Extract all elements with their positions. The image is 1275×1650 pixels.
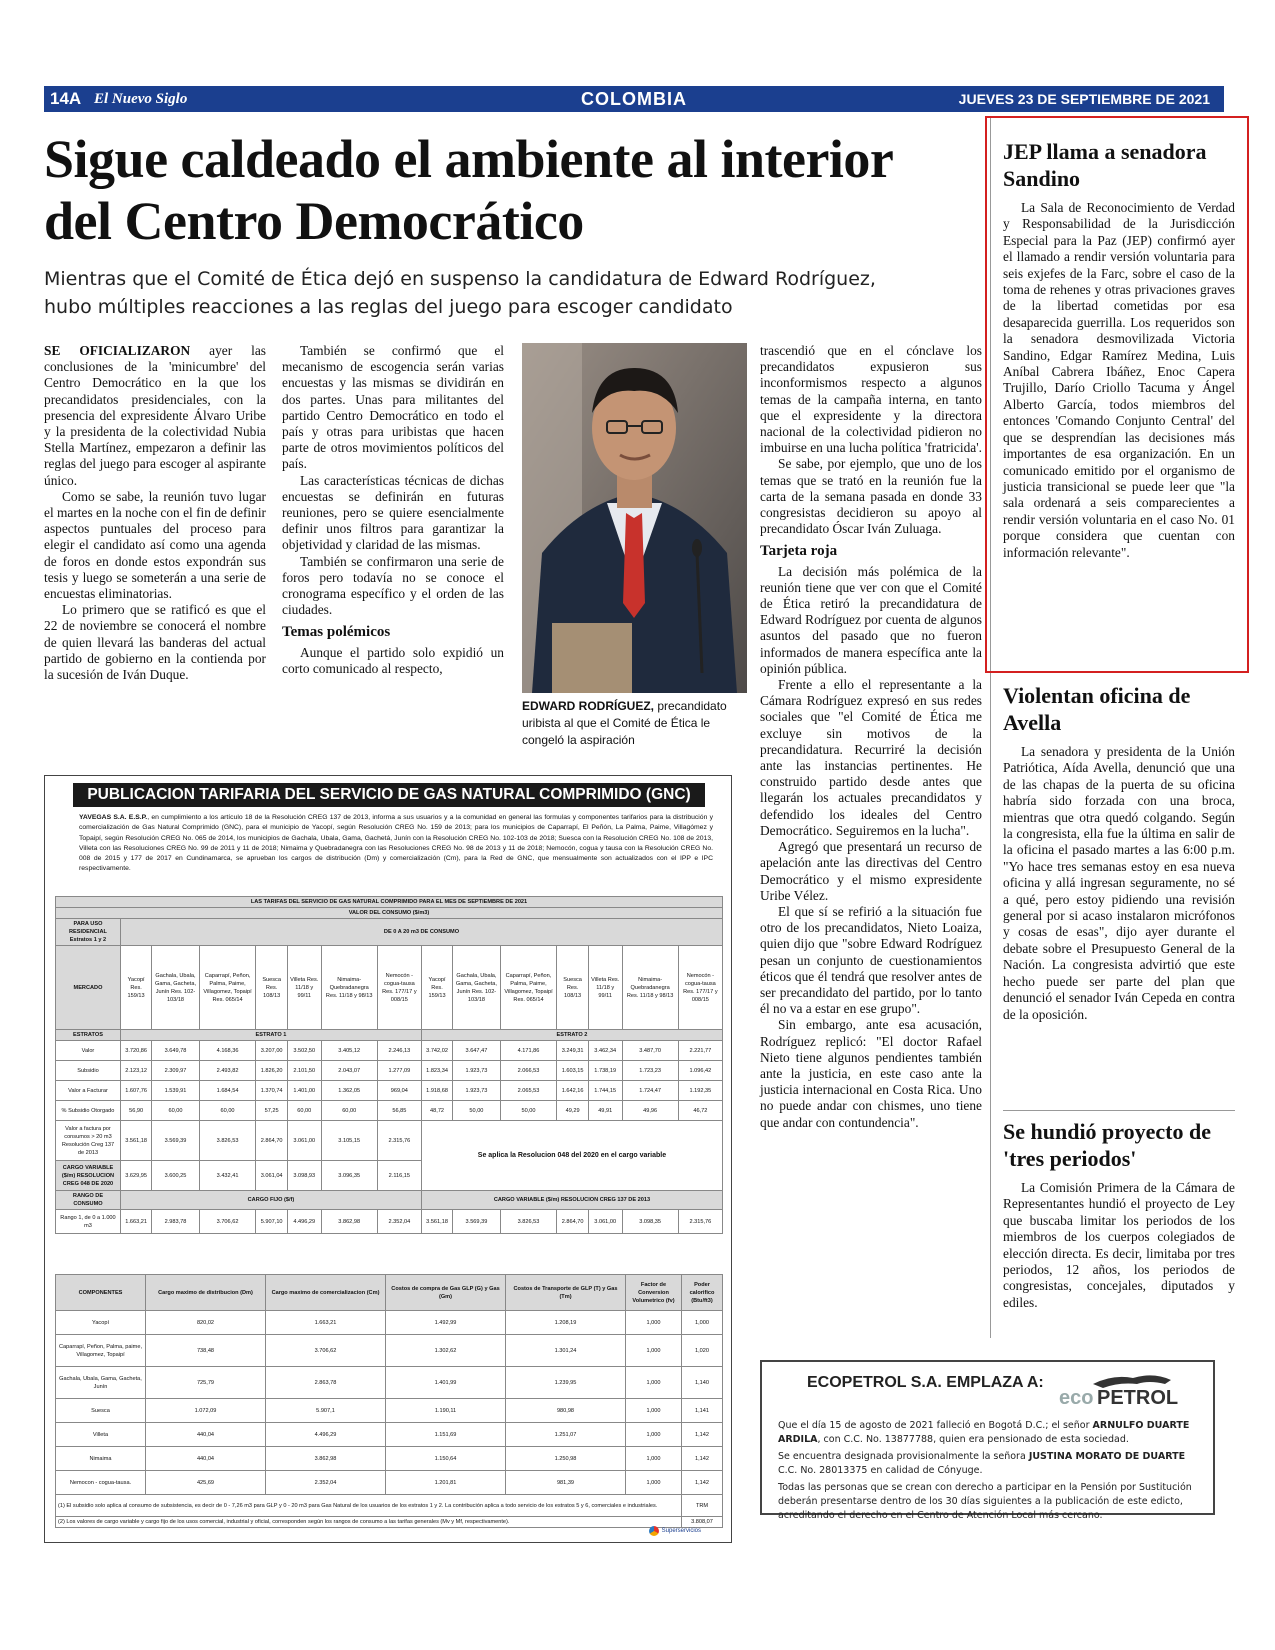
cargo-variable-header: CARGO VARIABLE ($/m) RESOLUCION CREG 137 DE 2013 <box>421 1191 722 1210</box>
value-cell: 1.251,07 <box>506 1423 626 1447</box>
value-cell: 50,00 <box>453 1101 500 1121</box>
value-cell: 738,48 <box>146 1335 266 1367</box>
value-cell: 3.487,70 <box>622 1041 678 1061</box>
newspaper-name: El Nuevo Siglo <box>94 91 188 107</box>
value-cell: 1.072,09 <box>146 1399 266 1423</box>
subhead: Temas polémicos <box>282 624 391 641</box>
brief-divider <box>1003 1110 1235 1111</box>
value-cell: 1.192,35 <box>678 1081 722 1101</box>
value-cell: 2.864,70 <box>557 1210 589 1234</box>
value-cell: 50,00 <box>500 1101 557 1121</box>
market-cell: Caparrapí, Peñon, Palma, Paime, Villagomez, Topaipí Res. 065/14 <box>199 946 256 1030</box>
paragraph: trascendió que en el cónclave los precandidatos expusieron sus inconformismos respecto a algunos temas de la campaña interna, en tanto que el expresidente y la directora nacional de la colectividad pidieron no imbuirse en una lucha política 'fratricida'. <box>760 343 982 456</box>
value-cell: 56,85 <box>377 1101 421 1121</box>
value-cell: 1.208,19 <box>506 1311 626 1335</box>
value-cell: 3.826,53 <box>199 1121 256 1161</box>
market-cell: Suesca Res. 108/13 <box>256 946 288 1030</box>
estrato-2-header: ESTRATO 2 <box>421 1030 722 1041</box>
brief-body: La Sala de Reconocimiento de Verdad y Responsabilidad de la Jurisdicción Especial para la Paz (JEP) confirmó ayer el llamado a rendir versión voluntaria para seis exjefes de la Farc, sobre el caso de la toma de rehenes y otras privaciones graves de la libertad cometidas por esa desaparecida guerrilla. Los requeridos son la senadora desmovilizada Victoria Sandino, Edgar Ramírez Medina, Luis Aníbal Cabrera Ibáñez, Enoc Capera Trujillo, Darío Criollo Tacuma y Ángel Alberto García, todos miembros del entonces 'Comando Conjunto Central' del que se desprendían las decisiones más importantes de esa organización. En un comunicado emitido por el organismo de justicia transicional se puede leer que "la sala ordenará a seis comparecientes a rendir versión voluntaria en el caso No. 01 porque considera que cuentan con información relevante". <box>1003 200 1235 560</box>
article-column-1 <box>44 343 266 683</box>
value-cell: 2.315,76 <box>377 1121 421 1161</box>
brief-body: La senadora y presidenta de la Unión Patriótica, Aída Avella, denunció que una de las chapas de la puerta de su oficina habría sido forzada con una broca, mientras que otra quedó colgando. Según la congresista, ella fue la última en salir de la oficina el pasado martes a las 6:00 p.m. "Yo hace tres semanas estoy en esa nueva oficina y allá ingresan seguramente, no sé a qué, pero estoy pidiendo una revisión general por si acaso instalaron micrófonos y cosas de esas", dijo ayer durante el debate sobre el Presupuesto General de la Nación. La congresista advirtió que este hecho puede ser parte del plan que denunció el senador Iván Cepeda en contra de la oposición. <box>1003 744 1235 1022</box>
lead-in: SE OFICIALIZARON <box>44 343 191 358</box>
value-cell: 2.983,78 <box>152 1210 199 1234</box>
paragraph: Lo primero que se ratificó es que el 22 de noviembre se conocerá el nombre de quien llevará las banderas del actual partido de gobierno en la contienda por la sucesión de Iván Duque. <box>44 602 266 683</box>
value-cell: 1,000 <box>626 1335 682 1367</box>
value-cell: 1,000 <box>626 1423 682 1447</box>
market-cell: Yacopí Res. 159/13 <box>421 946 452 1030</box>
value-cell: 1.151,69 <box>386 1423 506 1447</box>
table-row <box>56 1367 723 1399</box>
value-cell: 1.603,15 <box>557 1061 589 1081</box>
value-cell: 1.150,64 <box>386 1447 506 1471</box>
row-label: Valor a Facturar <box>56 1081 121 1101</box>
value-cell: 60,00 <box>321 1101 377 1121</box>
rango-consumo-label: RANGO DE CONSUMO <box>56 1191 121 1210</box>
article-column-3 <box>760 343 982 1131</box>
page-header <box>44 86 1224 112</box>
row-label: Rango 1, de 0 a 1.000 m3 <box>56 1210 121 1234</box>
value-cell: 60,00 <box>199 1101 256 1121</box>
paragraph: También se confirmaron una serie de foros pero todavía no se conoce el cronograma específico y el orden de las ciudades. <box>282 553 504 618</box>
market-label: Yacopí <box>56 1311 146 1335</box>
market-cell: Villeta Res. 11/18 y 99/11 <box>287 946 321 1030</box>
market-cell: Nemocón - cogua-tausa Res. 177/17 y 008/15 <box>678 946 722 1030</box>
company-name: YAVEGAS S.A. E.S.P. <box>79 814 148 821</box>
value-cell: 2.221,77 <box>678 1041 722 1061</box>
svg-text:eco: eco <box>1059 1387 1094 1408</box>
value-cell: 2.863,78 <box>266 1367 386 1399</box>
cargo-fijo-header: CARGO FIJO ($/f) <box>120 1191 421 1210</box>
paragraph: También se confirmó que el mecanismo de escogencia serán varias encuestas y las mismas se dividirán en dos partes. Unas para militantes del partido Centro Democrático en todo el país y otras para uribistas que hacen parte de otros movimientos políticos del país. <box>282 343 504 472</box>
value-cell: 3.096,35 <box>321 1161 377 1191</box>
tariff-notice <box>44 775 732 1543</box>
value-cell: 3.862,98 <box>266 1447 386 1471</box>
tariff-title: PUBLICACION TARIFARIA DEL SERVICIO DE GAS NATURAL COMPRIMIDO (GNC) <box>73 783 705 807</box>
value-cell: 2.066,53 <box>500 1061 557 1081</box>
value-cell: 2.315,76 <box>678 1210 722 1234</box>
value-cell: 2.101,50 <box>287 1061 321 1081</box>
paragraph: Frente a ello el representante a la Cámara Rodríguez expresó en sus redes sociales que "el Comité de Ética me excluye sin motivos de la precandidatura. Recurriré la decisión ante las instancias pertinentes. He construido partido desde antes que llegarán los actuales precandidatos y defendido los ideales del Centro Democrático. Seguiremos en la lucha". <box>760 677 982 838</box>
paragraph: Se sabe, por ejemplo, que uno de los temas que se trató en la reunión fue la carta de la semana pasada en donde 33 congresistas decidieron su apoyo al precandidato Óscar Iván Zuluaga. <box>760 456 982 537</box>
value-cell: 5.907,10 <box>256 1210 288 1234</box>
superservicios-icon <box>649 1526 659 1536</box>
value-cell: 2.352,04 <box>377 1210 421 1234</box>
paragraph: El que sí se refirió a la situación fue otro de los precandidatos, Nieto Loaiza, quien dijo que "sobre Edward Rodríguez pesan un conjunto de cuestionamientos éticos que él tendrá que resolver antes de ser precandidato del partido, por lo tanto él no va a estar en ese grupo". <box>760 903 982 1017</box>
brief-avella <box>1003 682 1235 1023</box>
value-cell: 3.647,47 <box>453 1041 500 1061</box>
headline: Sigue caldeado el ambiente al interior del Centro Democrático <box>44 129 893 251</box>
value-cell: 3.098,35 <box>622 1210 678 1234</box>
row-label: CARGO VARIABLE ($/m) RESOLUCION CREG 048 DE 2020 <box>56 1161 121 1191</box>
value-cell: 1.923,73 <box>453 1061 500 1081</box>
market-cell: Gachala, Ubala, Gama, Gacheta, Junín Res. 102-103/18 <box>152 946 199 1030</box>
value-cell: 3.432,41 <box>199 1161 256 1191</box>
uso-header: PARA USO RESIDENCIAL Estratos 1 y 2 <box>56 919 121 946</box>
value-cell: 1.724,47 <box>622 1081 678 1101</box>
page-number: 14A <box>50 89 82 108</box>
intro-text: , en cumplimiento a los artículo 18 de la Resolución CREG 137 de 2013, informa a sus usuarios y a la comunidad en general las formulas y componentes tarifarios para la distribución y comercialización de Gas Natural Comprimido (GNC), para el municipio de Yacopí, según Resolución CREG No. 159 de 2013; para los municipios de Caparrapí, El Peñón, La Palma, Paime, Villagómez y Topaipí, según Resolución CREG No. 065 de 2014, los municipios de Gachala, Ubala, Gama, Gachetá, Junín con la Resolución CREG No. 102-103 de 2018; Suesca con la Resolución CREG No. 108 de 2013, Villeta con las Resoluciones CREG No. 99 de 2011 y 11 de 2018; Nimaima y Quebradanegra con las Resoluciones CREG No. 98 de 2013 y 11 de 2018; Nemocón, cogua y tausa con la Resolución CREG No. 008 de 2015 y 177 de 2017 en Cundinamarca, se aprueban los cargos de distribución (Dm) y comercialización (Cm), para la Red de GNC, que mensualmente son actualizados con el IPP e IPC respectivamente. <box>79 814 713 873</box>
brief-title: Se hundió proyecto de 'tres periodos' <box>1003 1119 1212 1171</box>
market-cell: Suesca Res. 108/13 <box>557 946 589 1030</box>
value-cell: 2.246,13 <box>377 1041 421 1061</box>
brief-jep <box>1003 138 1235 561</box>
value-cell: 46,72 <box>678 1101 722 1121</box>
notice-title: ECOPETROL S.A. EMPLAZA A: <box>807 1374 1044 1391</box>
mercado-header: MERCADO <box>56 946 121 1030</box>
value-cell: 3.862,98 <box>321 1210 377 1234</box>
value-cell: 3.561,18 <box>120 1121 151 1161</box>
estratos-label: ESTRATOS <box>56 1030 121 1041</box>
value-cell: 3.720,86 <box>120 1041 151 1061</box>
value-cell: 1.823,34 <box>421 1061 452 1081</box>
value-cell: 56,90 <box>120 1101 151 1121</box>
value-cell: 3.600,25 <box>152 1161 199 1191</box>
value-cell: 3.826,53 <box>500 1210 557 1234</box>
paragraph: Como se sabe, la reunión tuvo lugar el martes en la noche con el fin de definir aspectos puntuales del proceso para elegir el candidato así como una agenda de foros en donde estos expondrán sus tesis y luego se someterán a una serie de encuestas eliminatorias. <box>44 488 266 602</box>
market-label: Nimaima <box>56 1447 146 1471</box>
value-cell: 4.496,29 <box>266 1423 386 1447</box>
value-cell: 1.277,09 <box>377 1061 421 1081</box>
table-row <box>56 1399 723 1423</box>
ecopetrol-notice <box>760 1360 1215 1521</box>
value-cell: 2.309,97 <box>152 1061 199 1081</box>
market-label: Gachala, Ubala, Gama, Gacheta, Junín <box>56 1367 146 1399</box>
market-cell: Nimaima-Quebradanegra Res. 11/18 y 98/13 <box>321 946 377 1030</box>
value-cell: 440,04 <box>146 1447 266 1471</box>
value-cell: 981,39 <box>506 1471 626 1495</box>
notice-body: Que el día 15 de agosto de 2021 falleció en Bogotá D.C.; el señor ARNULFO DUARTE ARDILA, con C.C. No. 13877788, quien era pensionado de esta sociedad. Se encuentra designada provisionalmente la señora JUSTINA MORATO DE DUARTE C.C. No. 28013375 en calidad de Cónyuge. Todas las personas que se crean con derecho a participar en la Pensión por Sustitución deberán presentarse dentro de los 30 días siguientes a la publicación de este edicto, acreditando el derecho en el Centro de Atención Local más cercano. <box>778 1419 1200 1526</box>
value-cell: 1.923,73 <box>453 1081 500 1101</box>
value-cell: 48,72 <box>421 1101 452 1121</box>
brief-title: Violentan oficina de Avella <box>1003 683 1191 735</box>
market-label: Suesca <box>56 1399 146 1423</box>
value-cell: 1.663,21 <box>120 1210 151 1234</box>
table-row <box>56 1447 723 1471</box>
comp-header: Cargo maximo de comercializacion (Cm) <box>266 1275 386 1311</box>
footnote-2: (2) Los valores de cargo variable y cargo fijo de los usos comercial, industrial y oficial, corresponden según los rangos de consumo a las tarifas generales (Mv y Mf, respectivamente). <box>56 1517 682 1528</box>
market-cell: Nemocón - cogua-tausa Res. 177/17 y 008/15 <box>377 946 421 1030</box>
iguana-icon <box>1053 1372 1193 1408</box>
value-cell: 440,04 <box>146 1423 266 1447</box>
value-cell: 3.207,00 <box>256 1041 288 1061</box>
value-cell: 1.684,54 <box>199 1081 256 1101</box>
value-cell: 2.065,53 <box>500 1081 557 1101</box>
value-cell: 60,00 <box>287 1101 321 1121</box>
row-label: % Subsidio Otorgado <box>56 1101 121 1121</box>
value-cell: 425,69 <box>146 1471 266 1495</box>
value-cell: 2.116,15 <box>377 1161 421 1191</box>
value-cell: 1.401,99 <box>386 1367 506 1399</box>
value-cell: 1,000 <box>626 1399 682 1423</box>
paragraph: Agregó que presentará un recurso de apelación ante las directivas del Centro Democrático y el mismo expresidente Uribe Vélez. <box>760 839 982 903</box>
table-row <box>56 1311 723 1335</box>
value-cell: 969,04 <box>377 1081 421 1101</box>
value-cell: 3.569,39 <box>152 1121 199 1161</box>
value-cell: 3.061,00 <box>588 1210 622 1234</box>
value-cell: 4.168,36 <box>199 1041 256 1061</box>
value-cell: 3.249,31 <box>557 1041 589 1061</box>
superservicios-logo: Superservicios <box>649 1526 701 1536</box>
value-cell: 2.043,07 <box>321 1061 377 1081</box>
tariff-table <box>55 896 723 1234</box>
value-cell: 1,000 <box>626 1367 682 1399</box>
value-cell: 1.744,15 <box>588 1081 622 1101</box>
market-cell: Caparrapí, Peñon, Palma, Paime, Villagomez, Topaipí Res. 065/14 <box>500 946 557 1030</box>
value-cell: 2.864,70 <box>256 1121 288 1161</box>
value-cell: 3.569,39 <box>453 1210 500 1234</box>
tariff-intro <box>79 813 713 875</box>
paragraph: Aunque el partido solo expidió un corto comunicado al respecto, <box>282 644 504 676</box>
comp-header: Costos de Transporte de GLP (T) y Gas (Tm) <box>506 1275 626 1311</box>
value-cell: 1.539,91 <box>152 1081 199 1101</box>
value-cell: 2.123,12 <box>120 1061 151 1081</box>
table-row <box>56 1335 723 1367</box>
value-cell: 2.493,82 <box>199 1061 256 1081</box>
value-cell: 1.918,68 <box>421 1081 452 1101</box>
value-cell: 1.492,99 <box>386 1311 506 1335</box>
value-cell: 3.405,12 <box>321 1041 377 1061</box>
paragraph: La decisión más polémica de la reunión tiene que ver con que el Comité de Ética retiró la precandidatura de Edward Rodríguez por cuenta de algunos asuntos del pasado que no fueron informados de manera específica ante la opinión pública. <box>760 563 982 676</box>
brief-body: La Comisión Primera de la Cámara de Representantes hundió el proyecto de Ley que buscaba limitar los periodos de los miembros de los cuerpos colegiados de elección directa. Es decir, limitaba por tres periodos, 12 años, los periodos de congresistas, concejales, diputados y ediles. <box>1003 1180 1235 1310</box>
value-cell: 49,29 <box>557 1101 589 1121</box>
value-cell: 3.061,00 <box>287 1121 321 1161</box>
brief-title: JEP llama a senadora Sandino <box>1003 139 1207 191</box>
article-column-2 <box>282 343 504 677</box>
value-cell: 1.663,21 <box>266 1311 386 1335</box>
value-cell: 2.352,04 <box>266 1471 386 1495</box>
trm-label: TRM <box>682 1495 723 1517</box>
value-cell: 1.826,20 <box>256 1061 288 1081</box>
value-cell: 3.629,95 <box>120 1161 151 1191</box>
table-subtitle: VALOR DEL CONSUMO ($/m3) <box>56 908 723 919</box>
comp-header: Poder calorifico (Btu/ft3) <box>682 1275 723 1311</box>
value-cell: 57,25 <box>256 1101 288 1121</box>
value-cell: 820,02 <box>146 1311 266 1335</box>
value-cell: 1.607,76 <box>120 1081 151 1101</box>
photo-illustration <box>522 343 747 693</box>
caption-text: precandidato uribista al que el Comité de Ética le congeló la aspiración <box>522 699 727 747</box>
beneficiary-name: JUSTINA MORATO DE DUARTE <box>1028 1451 1186 1462</box>
deceased-name: ARNULFO DUARTE ARDILA <box>778 1420 1190 1445</box>
value-cell: 1,142 <box>682 1471 723 1495</box>
comp-header: Factor de Conversion Volumetrico (fv) <box>626 1275 682 1311</box>
market-label: Nemocon - cogua-tausa. <box>56 1471 146 1495</box>
components-table <box>55 1274 723 1528</box>
value-cell: 1,000 <box>682 1311 723 1335</box>
value-cell: 1.201,81 <box>386 1471 506 1495</box>
value-cell: 49,91 <box>588 1101 622 1121</box>
value-cell: 1.190,11 <box>386 1399 506 1423</box>
value-cell: 1.370,74 <box>256 1081 288 1101</box>
value-cell: 3.706,62 <box>266 1335 386 1367</box>
value-cell: 3.061,04 <box>256 1161 288 1191</box>
issue-date: JUEVES 23 DE SEPTIEMBRE DE 2021 <box>958 91 1210 107</box>
comp-header: Costos de compra de Gas GLP (G) y Gas (Gm) <box>386 1275 506 1311</box>
value-cell: 4.496,29 <box>287 1210 321 1234</box>
dek: Mientras que el Comité de Ética dejó en suspenso la candidatura de Edward Rodríguez, hubo múltiples reacciones a las reglas del juego para escoger candidato <box>44 268 876 318</box>
value-cell: 49,96 <box>622 1101 678 1121</box>
comp-header: Cargo maximo de distribucion (Dm) <box>146 1275 266 1311</box>
value-cell: 5.907,1 <box>266 1399 386 1423</box>
footnote-1: (1) El subsidio solo aplica al consumo de subsistencia, es decir de 0 - 7,26 m3 para GLP y 0 - 20 m3 para Gas Natural de los usuarios de los estratos 1 y 2. La contribución aplica a todo servicio de los estratos 5 y 6, comerciales e industriales. <box>56 1495 682 1517</box>
value-cell: 1,140 <box>682 1367 723 1399</box>
value-cell: 3.561,18 <box>421 1210 452 1234</box>
ecopetrol-logo <box>1053 1372 1193 1408</box>
estrato-1-header: ESTRATO 1 <box>120 1030 421 1041</box>
section-title: COLOMBIA <box>581 89 687 109</box>
value-cell: 725,79 <box>146 1367 266 1399</box>
value-cell: 980,98 <box>506 1399 626 1423</box>
value-cell: 1.401,00 <box>287 1081 321 1101</box>
value-cell: 1.738,19 <box>588 1061 622 1081</box>
value-cell: 1,000 <box>626 1471 682 1495</box>
table-row <box>56 1041 723 1061</box>
svg-text:PETROL: PETROL <box>1097 1387 1179 1408</box>
edward-rodriguez-photo <box>522 343 747 693</box>
table-row <box>56 1081 723 1101</box>
subhead: Tarjeta roja <box>760 543 838 560</box>
market-cell: Nimaima-Quebradanegra Res. 11/18 y 98/13 <box>622 946 678 1030</box>
notice-instructions: Todas las personas que se crean con derecho a participar en la Pensión por Sustitución deberán presentarse dentro de los 30 días siguientes a la publicación de este edicto, acreditando el derecho en el Centro de Atención Local más cercano. <box>778 1482 1192 1521</box>
value-cell: 1.239,95 <box>506 1367 626 1399</box>
value-cell: 1,000 <box>626 1311 682 1335</box>
rango-header: DE 0 A 20 m3 DE CONSUMO <box>120 919 722 946</box>
table-title: LAS TARIFAS DEL SERVICIO DE GAS NATURAL COMPRIMIDO PARA EL MES DE SEPTIEMBRE DE 2021 <box>56 897 723 908</box>
value-cell: 3.706,62 <box>199 1210 256 1234</box>
value-cell: 4.171,86 <box>500 1041 557 1061</box>
value-cell: 3.649,78 <box>152 1041 199 1061</box>
value-cell: 1.723,23 <box>622 1061 678 1081</box>
value-cell: 1.362,05 <box>321 1081 377 1101</box>
market-cell: Gachala, Ubala, Gama, Gacheta, Junín Res. 102-103/18 <box>453 946 500 1030</box>
market-cell: Villeta Res. 11/18 y 99/11 <box>588 946 622 1030</box>
paragraph: Las características técnicas de dichas encuestas se definirán en futuras reuniones, pero se quiere esencialmente definir unos filtros para garantizar la objetividad y claridad de las mismas. <box>282 472 504 553</box>
value-cell: 1,141 <box>682 1399 723 1423</box>
value-cell: 1.301,24 <box>506 1335 626 1367</box>
paragraph: Sin embargo, ante esa acusación, Rodríguez replicó: "El doctor Rafael Nieto tiene algunos pendientes también ante la justicia, en este caso ante la justicia internacional en Costa Rica. Uno no puede andar con chismes, uno tiene que andar con contundencia". <box>760 1017 982 1130</box>
value-cell: 1,142 <box>682 1423 723 1447</box>
value-cell: 1.250,98 <box>506 1447 626 1471</box>
market-cell: Yacopí Res. 159/13 <box>120 946 151 1030</box>
photo-caption <box>522 698 750 749</box>
value-cell: 1.096,42 <box>678 1061 722 1081</box>
value-cell: 3.742,02 <box>421 1041 452 1061</box>
value-cell: 1,142 <box>682 1447 723 1471</box>
resolution-note: Se aplica la Resolucion 048 del 2020 en el cargo variable <box>421 1121 722 1191</box>
value-cell: 1,020 <box>682 1335 723 1367</box>
value-cell: 3.462,34 <box>588 1041 622 1061</box>
value-cell: 3.105,15 <box>321 1121 377 1161</box>
row-label: Valor a factura por consumos > 20 m3 Resolución Creg 137 de 2013 <box>56 1121 121 1161</box>
row-label: Subsidio <box>56 1061 121 1081</box>
market-label: Villeta <box>56 1423 146 1447</box>
value-cell: 1.642,16 <box>557 1081 589 1101</box>
market-label: Caparrapí, Peñon, Palma, paime, Villagomez, Topaipí <box>56 1335 146 1367</box>
table-row <box>56 1423 723 1447</box>
comp-header: COMPONENTES <box>56 1275 146 1311</box>
value-cell: 3.502,50 <box>287 1041 321 1061</box>
caption-name: EDWARD RODRÍGUEZ, <box>522 699 654 713</box>
value-cell: 1.302,62 <box>386 1335 506 1367</box>
trm-value: 3.808,07 <box>682 1517 723 1528</box>
value-cell: 60,00 <box>152 1101 199 1121</box>
value-cell: 3.098,93 <box>287 1161 321 1191</box>
row-label: Valor <box>56 1041 121 1061</box>
table-row <box>56 1471 723 1495</box>
table-row <box>56 1101 723 1121</box>
paragraph: ayer las conclusiones de la 'minicumbre' del Centro Democrático en la que los precandidatos presidenciales, con la presencia del expresidente Álvaro Uribe y la presidenta de la colectividad Nubia Stella Martínez, empezaron a definir las reglas del juego para escoger al aspirante único. <box>44 343 266 488</box>
brief-tres-periodos <box>1003 1118 1235 1311</box>
table-row <box>56 1061 723 1081</box>
value-cell: 1,000 <box>626 1447 682 1471</box>
